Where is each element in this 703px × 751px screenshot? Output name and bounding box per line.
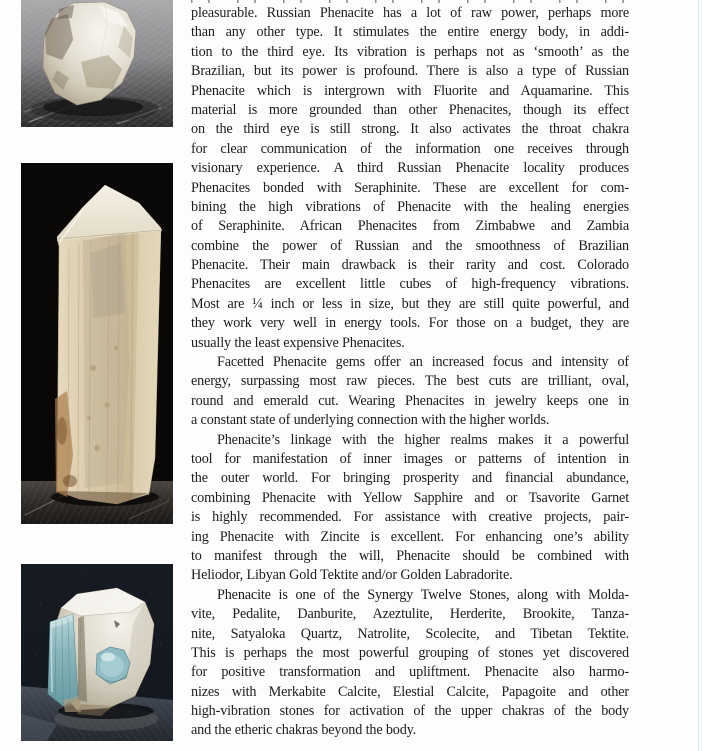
text-line: Brazilian, but its power is profound. There is also a type of Russian	[191, 63, 629, 80]
text-line: Phenacite. Their main drawback is their rarity and cost. Colorado	[191, 257, 629, 274]
text-line: nizes with Merkabite Calcite, Elestial Calcite, Papagoite and other	[191, 683, 629, 700]
text-line: combine the power of Russian and the smoothness of Brazilian	[191, 237, 629, 254]
text-line: than any other type. It stimulates the entire energy body, in addi-	[191, 24, 629, 41]
phenacite-aquamarine-illustration	[21, 564, 173, 741]
text-line: round and emerald cut. Wearing Phenacites in jewelry keeps one in	[191, 392, 629, 409]
text-line: on the third eye is still strong. It also activates the throat chakra	[191, 121, 629, 138]
photo-prismatic-phenacite	[21, 163, 173, 524]
russian-phenacite-illustration	[21, 0, 173, 127]
clipped-text-line-top	[191, 0, 627, 3]
text-line: energy, surpassing most raw pieces. The best cuts are trilliant, oval,	[191, 373, 629, 390]
text-line: usually the least expensive Phenacites.	[191, 334, 405, 351]
text-line: This is perhaps the most powerful grouping of stones yet discovered	[191, 644, 629, 661]
text-line: ing Phenacite with Zincite is excellent. For enhancing one’s ability	[191, 528, 629, 545]
text-line: bining the high vibrations of Phenacite with the healing energies	[191, 198, 629, 215]
text-line: Most are ¼ inch or less in size, but they are still quite powerful, and	[191, 295, 629, 312]
photo-phenacite-with-aquamarine	[21, 564, 173, 741]
text-line: of Seraphinite. African Phenacites from Zimbabwe and Zambia	[191, 218, 629, 235]
prismatic-phenacite-illustration	[21, 163, 173, 524]
photo-russian-phenacite	[21, 0, 173, 127]
text-line: vite, Pedalite, Danburite, Azeztulite, Herderite, Brookite, Tanza-	[191, 606, 629, 623]
text-line: Phenacite is one of the Synergy Twelve Stones, along with Molda-	[217, 586, 629, 603]
article-text	[191, 4, 629, 741]
text-line: a constant state of underlying connection with the higher worlds.	[191, 412, 550, 429]
text-line: material is more grounded than other Phenacites, though its effect	[191, 101, 629, 118]
text-line: combining Phenacite with Yellow Sapphire and or Tsavorite Garnet	[191, 489, 629, 506]
text-line: Facetted Phenacite gems offer an increased focus and intensity of	[217, 354, 629, 371]
text-line: is highly recommended. For assistance with creative projects, pair-	[191, 509, 629, 526]
text-line: tion to the third eye. Its vibration is perhaps not as ‘smooth’ as the	[191, 43, 629, 60]
text-line: Phenacite’s linkage with the higher realms makes it a powerful	[217, 431, 629, 448]
text-line: and the etheric chakras beyond the body.	[191, 722, 417, 739]
text-line: the outer world. For bringing prosperity and financial abundance,	[191, 470, 629, 487]
text-line: Heliodor, Libyan Gold Tektite and/or Golden Labradorite.	[191, 567, 513, 584]
text-line: they work very well in energy tools. For those on a budget, they are	[191, 315, 629, 332]
text-line: pleasurable. Russian Phenacite has a lot of raw power, perhaps more	[191, 5, 629, 21]
text-line: high-vibration stones for activation of the upper chakras of the body	[191, 703, 629, 720]
text-line: tool for manifestation of inner images or patterns of intention in	[191, 450, 629, 467]
text-line: Phenacites bonded with Seraphinite. These are excellent for com-	[191, 179, 629, 196]
text-line: Phenacites are excellent little cubes of high-frequency vibrations.	[191, 276, 629, 293]
text-line: to manifest through the will, Phenacite should be combined with	[191, 547, 629, 564]
text-line: for clear communication of the information one receives through	[191, 140, 629, 157]
text-line: nite, Satyaloka Quartz, Natrolite, Scolecite, and Tibetan Tektite.	[191, 625, 629, 642]
page-edge-strip	[699, 0, 703, 751]
page-edge-line	[698, 0, 699, 751]
text-line: for positive transformation and upliftment. Phenacite also harmo-	[191, 664, 629, 681]
text-line: Phenacite which is intergrown with Fluorite and Aquamarine. This	[191, 82, 629, 99]
text-line: visionary experience. A third Russian Phenacite locality produces	[191, 160, 629, 177]
